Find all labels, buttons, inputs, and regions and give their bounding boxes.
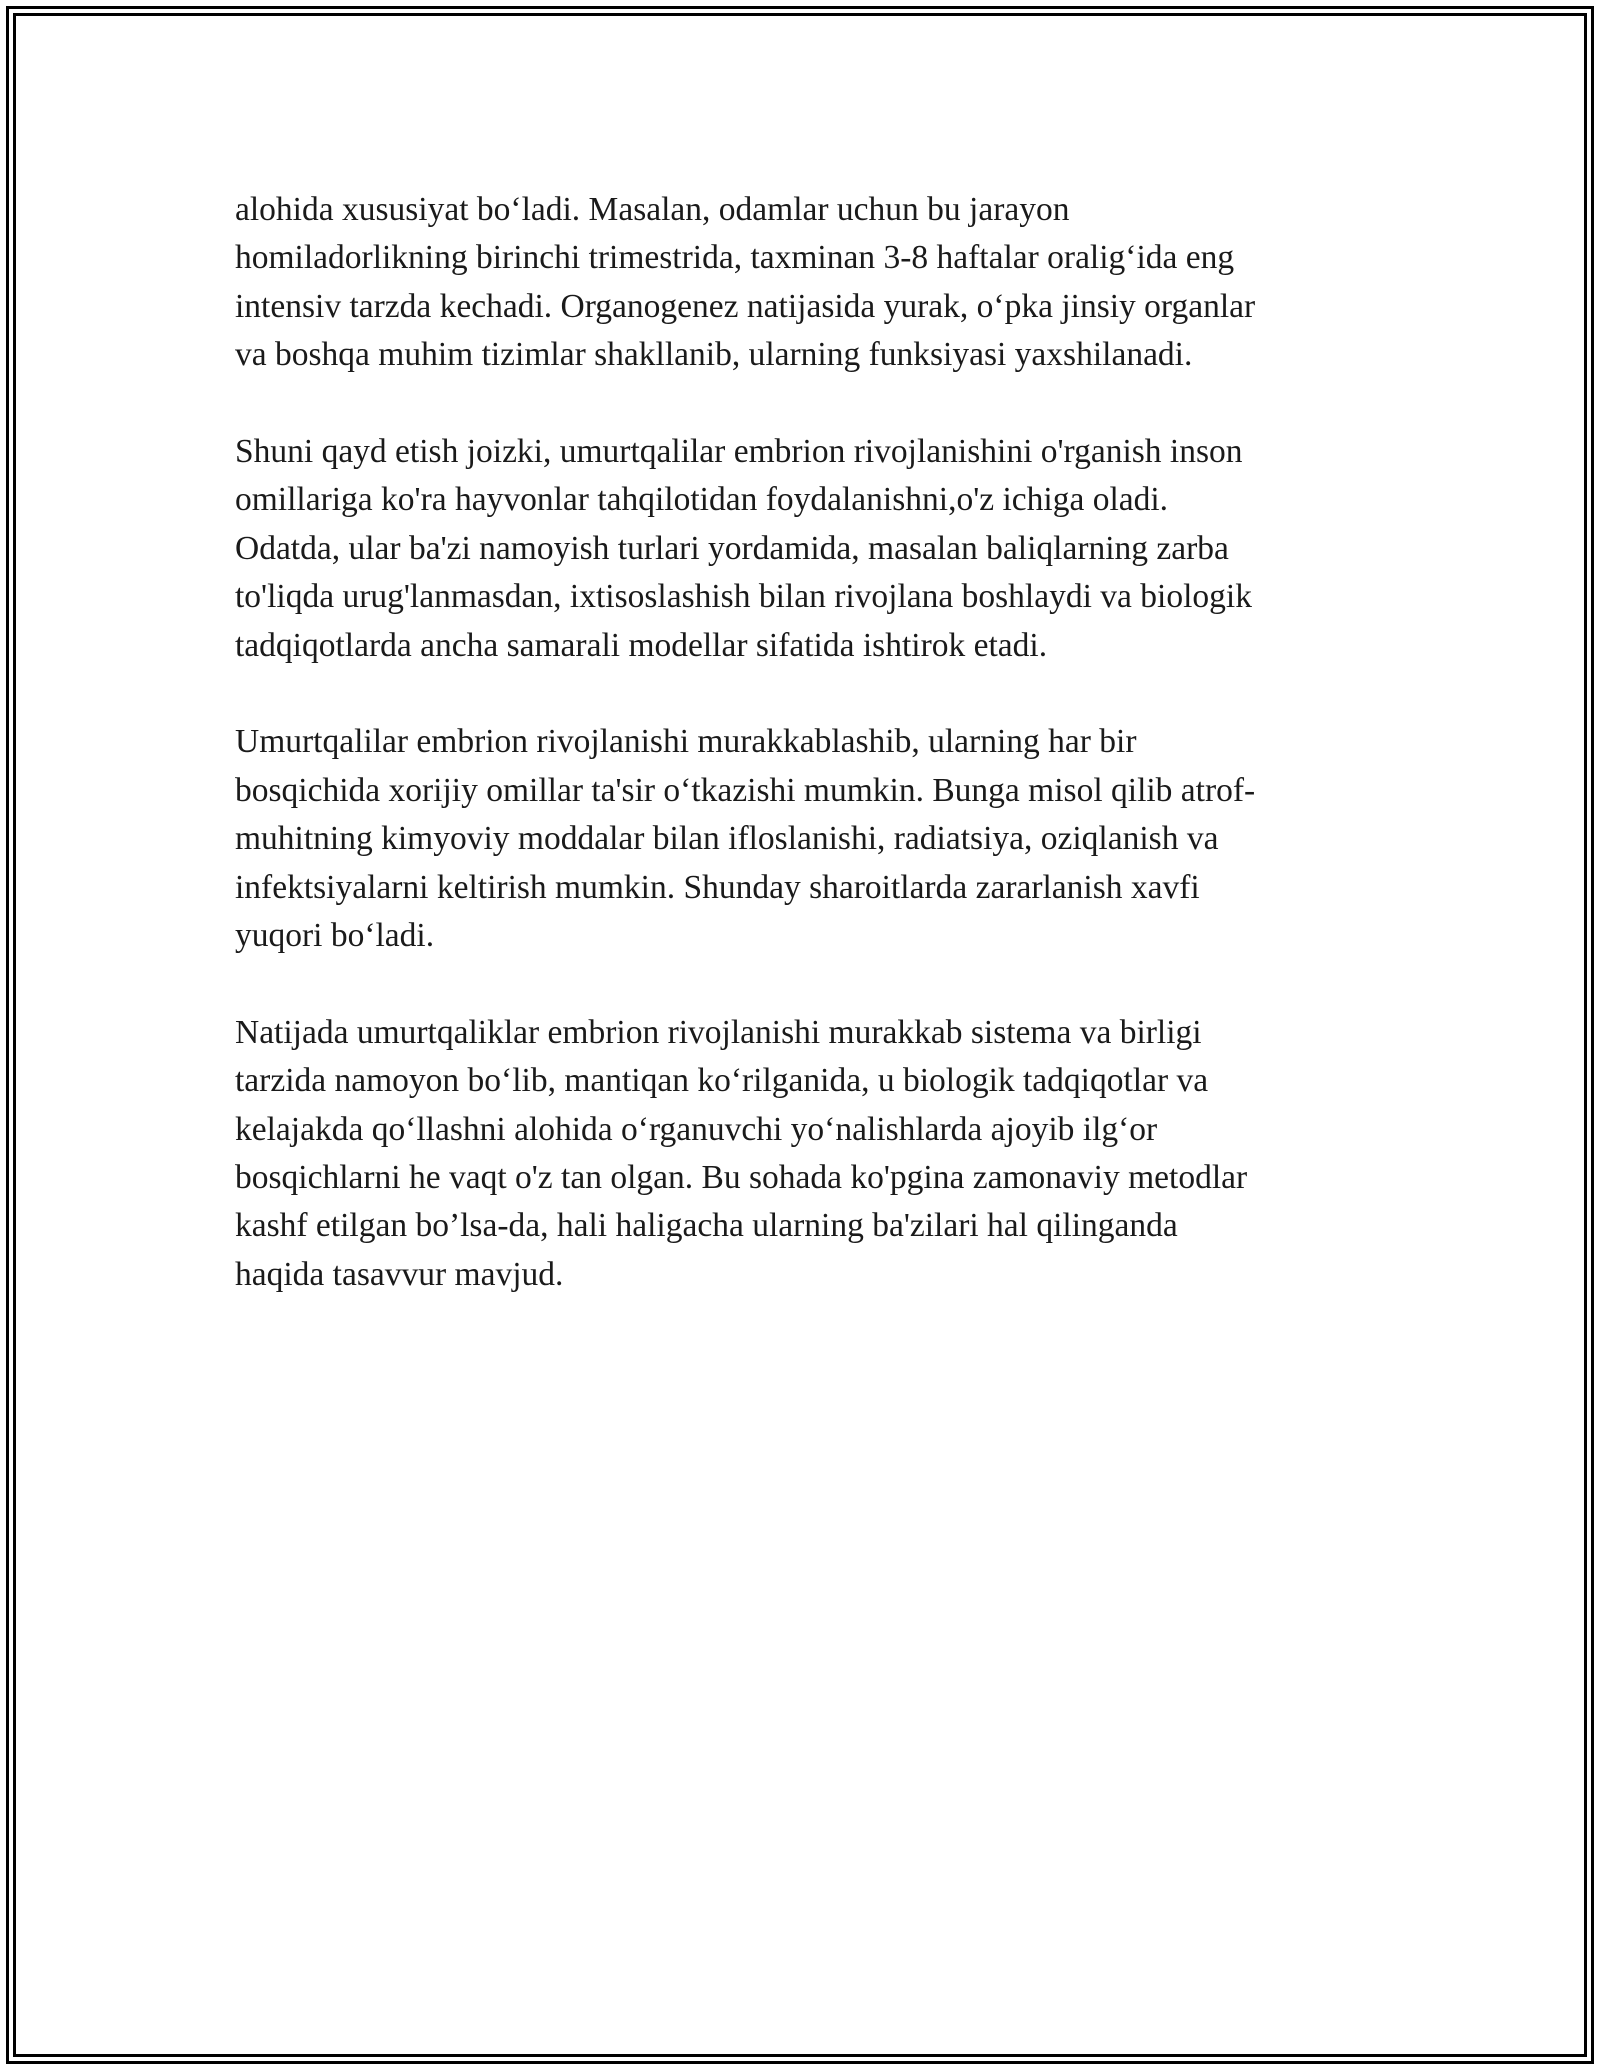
paragraph-line: homiladorlikning birinchi trimestrida, taxminan 3-8 haftalar oralig‘ida eng [235,239,1235,277]
document-body [235,186,1370,1348]
paragraph-line: infektsiyalarni keltirish mumkin. Shunday sharoitlarda zararlanish xavfi [235,868,1200,906]
paragraph-line: yuqori bo‘ladi. [235,917,435,955]
paragraph-line: tadqiqotlarda ancha samarali modellar sifatida ishtirok etadi. [235,626,1048,664]
paragraph-line: Shuni qayd etish joizki, umurtqalilar embrion rivojlanishini o'rganish inson [235,433,1243,471]
paragraph-2 [235,428,1370,670]
paragraph-line: alohida xususiyat bo‘ladi. Masalan, odamlar uchun bu jarayon [235,191,1070,228]
paragraph-line: intensiv tarzda kechadi. Organogenez natijasida yurak, o‘pka jinsiy organlar [235,287,1256,325]
paragraph-line: kashf etilgan bo’lsa-da, hali haligacha ularning ba'zilari hal qilinganda [235,1207,1178,1245]
paragraph-line: to'liqda urug'lanmasdan, ixtisoslashish bilan rivojlana boshlaydi va biologik [235,578,1252,616]
paragraph-line: bosqichida xorijiy omillar ta'sir o‘tkazishi mumkin. Bunga misol qilib atrof- [235,771,1256,809]
paragraph-line: kelajakda qo‘llashni alohida o‘rganuvchi yo‘nalishlarda ajoyib ilg‘or [235,1110,1158,1148]
paragraph-line: Umurtqalilar embrion rivojlanishi murakkablashib, ularning har bir [235,723,1137,761]
paragraph-1 [235,186,1370,380]
paragraph-line: haqida tasavvur mavjud. [235,1255,564,1293]
paragraph-3 [235,718,1370,960]
paragraph-line: Natijada umurtqaliklar embrion rivojlanishi murakkab sistema va birligi [235,1013,1202,1051]
paragraph-4 [235,1009,1370,1299]
paragraph-line: bosqichlarni he vaqt o'z tan olgan. Bu sohada ko'pgina zamonaviy metodlar [235,1159,1248,1197]
paragraph-line: muhitning kimyoviy moddalar bilan ifloslanishi, radiatsiya, oziqlanish va [235,820,1219,858]
paragraph-line: Odatda, ular ba'zi namoyish turlari yordamida, masalan baliqlarning zarba [235,529,1229,567]
paragraph-line: tarzida namoyon bo‘lib, mantiqan ko‘rilganida, u biologik tadqiqotlar va [235,1062,1209,1100]
paragraph-line: omillariga ko'ra hayvonlar tahqilotidan foydalanishni,o'z ichiga oladi. [235,481,1169,519]
paragraph-line: va boshqa muhim tizimlar shakllanib, ularning funksiyasi yaxshilanadi. [235,336,1193,374]
